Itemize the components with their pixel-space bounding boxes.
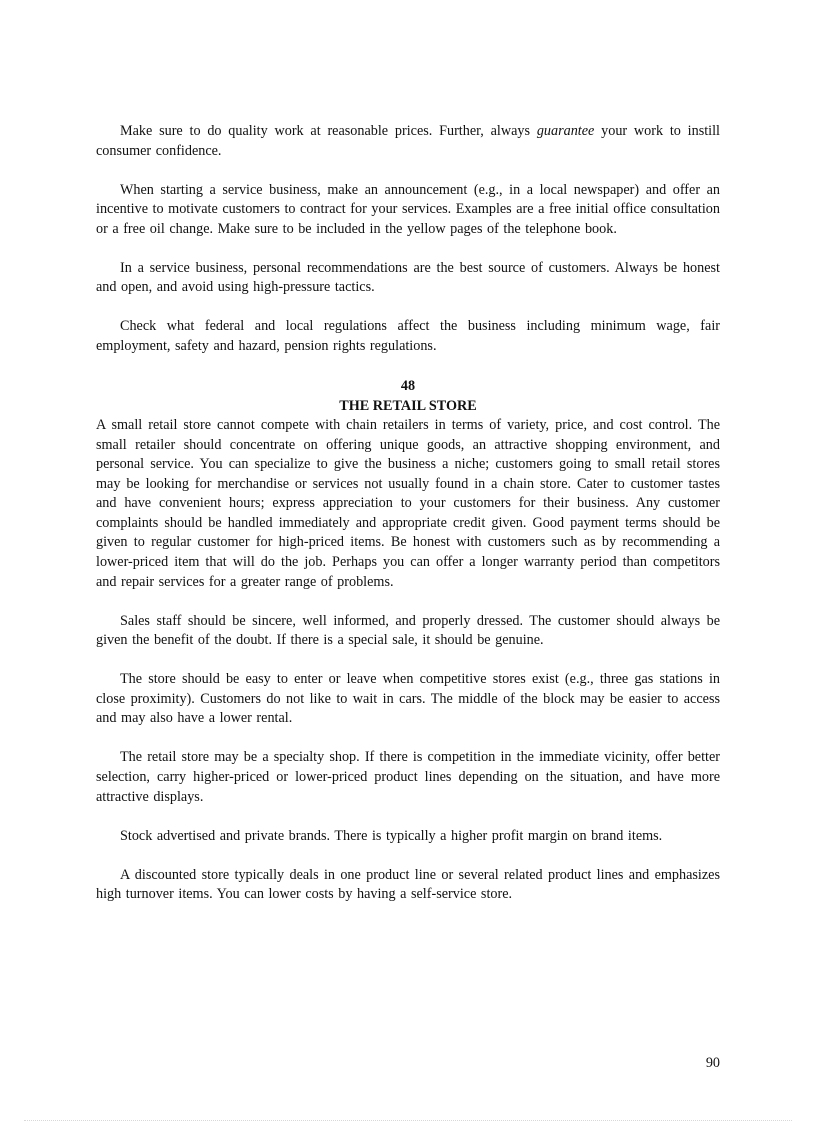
emphasis-guarantee: guarantee <box>536 123 595 139</box>
paragraph-text-pre: Make sure to do quality work at reasonable prices. Further, always <box>120 123 537 139</box>
paragraph-store-access: The store should be easy to enter or leave when competitive stores exist (e.g., three gas stations in close proximity). Customers do not like to wait in cars. The middle of the block may be easier to access and may also have a lower rental. <box>96 671 720 727</box>
page-number: 90 <box>705 1055 720 1071</box>
paragraph-discount-store: A discounted store typically deals in one product line or several related product lines and emphasizes high turnover items. You can lower costs by having a self-service store. <box>96 866 720 903</box>
paragraph-quality-work <box>96 122 720 161</box>
paragraph-regulations: Check what federal and local regulations affect the business including minimum wage, fair employment, safety and hazard, pension rights regulations. <box>96 318 720 354</box>
paragraph-text-post: your work to instill consumer confidence. <box>96 123 720 159</box>
paragraph-announcement: When starting a service business, make an announcement (e.g., in a local newspaper) and offer an incentive to motivate customers to contract for your services. Examples are a free initial office consultation or a free oil change. Make sure to be included in the yellow pages of the telephone book. <box>96 181 720 237</box>
page-body <box>96 122 720 924</box>
chapter-title: THE RETAIL STORE <box>339 397 477 414</box>
paragraph-retail-intro: A small retail store cannot compete with chain retailers in terms of variety, price, and cost control. The small retailer should concentrate on offering unique goods, an attractive shopping environment, and personal service. You can specialize to give the business a niche; customers going to small retail stores may be looking for merchandise or services not usually found in a chain store. Cater to customer tastes and have convenient hours; express appreciation to your customers for their business. Any customer complaints should be handled immediately and appropriate credit given. Good payment terms should be given to regular customer for high-priced items. Be honest with customers such as by recommending a lower-priced item that will do the job. Perhaps you can offer a longer warranty period than competitors and repair services for a greater range of problems. <box>96 416 720 590</box>
chapter-number: 48 <box>400 377 416 394</box>
paragraph-specialty-shop: The retail store may be a specialty shop. If there is competition in the immediate vicinity, offer better selection, carry higher-priced or lower-priced product lines depending on the situation, and have more attractive displays. <box>96 749 720 805</box>
paragraph-brands: Stock advertised and private brands. There is typically a higher profit margin on brand items. <box>120 827 663 844</box>
paragraph-recommendations: In a service business, personal recommendations are the best source of customers. Always be honest and open, and avoid using high-pressure tactics. <box>96 259 720 296</box>
paragraph-sales-staff: Sales staff should be sincere, well informed, and properly dressed. The customer should always be given the benefit of the doubt. If there is a special sale, it should be genuine. <box>96 612 720 649</box>
page-bottom-divider <box>24 1120 792 1121</box>
